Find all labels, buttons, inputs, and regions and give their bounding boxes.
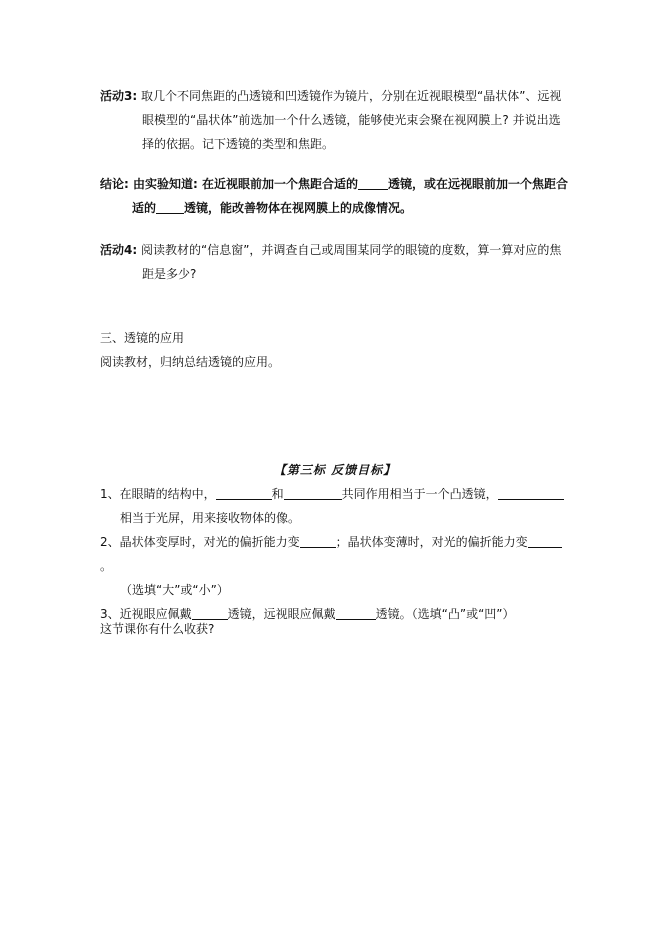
conclusion <box>100 172 570 220</box>
activity-4 <box>100 238 570 286</box>
q1-blank-3[interactable] <box>498 485 564 500</box>
q3-text-a: 3、近视眼应佩戴 <box>100 607 192 621</box>
q2-text-a: 2、晶状体变厚时，对光的偏折能力变 <box>100 535 300 549</box>
question-2 <box>100 530 570 578</box>
q3-text-b: 透镜，远视眼应佩戴 <box>227 607 336 621</box>
activity-3-line1: 取几个不同焦距的凸透镜和凹透镜作为镜片，分别在近视眼模型“晶状体”、远视 <box>140 89 562 103</box>
activity-4-label: 活动4: <box>100 243 138 257</box>
activity-3-label: 活动3: <box>100 89 138 103</box>
q1-blank-2[interactable] <box>284 485 342 500</box>
conclusion-text-b: 透镜，或在远视眼前加一个焦距合 <box>387 177 568 191</box>
q2-blank-2[interactable] <box>528 533 562 548</box>
section-3-body: 阅读教材，归纳总结透镜的应用。 <box>100 355 281 369</box>
conclusion-label: 结论: <box>100 177 129 191</box>
activity-3 <box>100 84 570 156</box>
question-1 <box>100 482 570 506</box>
conclusion-text-d: 透镜，能改善物体在视网膜上的成像情况。 <box>184 201 413 215</box>
q3-text-c: 透镜。（选填“凸”或“凹”） <box>375 607 515 621</box>
q2-text-c: 。 <box>100 559 113 573</box>
conclusion-text-c: 适的 <box>132 201 157 215</box>
q2-text-b: ；晶状体变薄时，对光的偏折能力变 <box>335 535 528 549</box>
q1-text-c: 共同作用相当于一个凸透镜， <box>341 487 498 501</box>
q2-line2: （选填“大”或“小”） <box>120 583 229 597</box>
q2-blank-1[interactable] <box>300 533 336 548</box>
activity-3-line2: 眼模型的“晶状体”前选加一个什么透镜，能够使光束会聚在视网膜上? 并说出选 <box>142 113 561 127</box>
section-3 <box>100 326 570 374</box>
q1-line2: 相当于光屏，用来接收物体的像。 <box>120 511 301 525</box>
reflection-question: 这节课你有什么收获? <box>100 622 215 636</box>
q1-text-a: 1、在眼睛的结构中， <box>100 487 216 501</box>
q1-text-b: 和 <box>271 487 284 501</box>
section-3-heading: 三、透镜的应用 <box>100 331 185 345</box>
activity-3-line3: 择的依据。记下透镜的类型和焦距。 <box>142 137 335 151</box>
conclusion-blank-1[interactable] <box>358 175 388 190</box>
activity-4-line1: 阅读教材的“信息窗”，并调查自己或周围某同学的眼镜的度数，算一算对应的焦 <box>140 243 562 257</box>
conclusion-blank-2[interactable] <box>156 199 184 214</box>
q1-blank-1[interactable] <box>216 485 272 500</box>
activity-4-line2: 距是多少? <box>142 267 197 281</box>
conclusion-text-a: 由实验知道: 在近视眼前加一个焦距合适的 <box>133 177 358 191</box>
feedback-title: 【第三标 反馈目标】 <box>273 463 397 477</box>
feedback-questions <box>100 482 570 626</box>
